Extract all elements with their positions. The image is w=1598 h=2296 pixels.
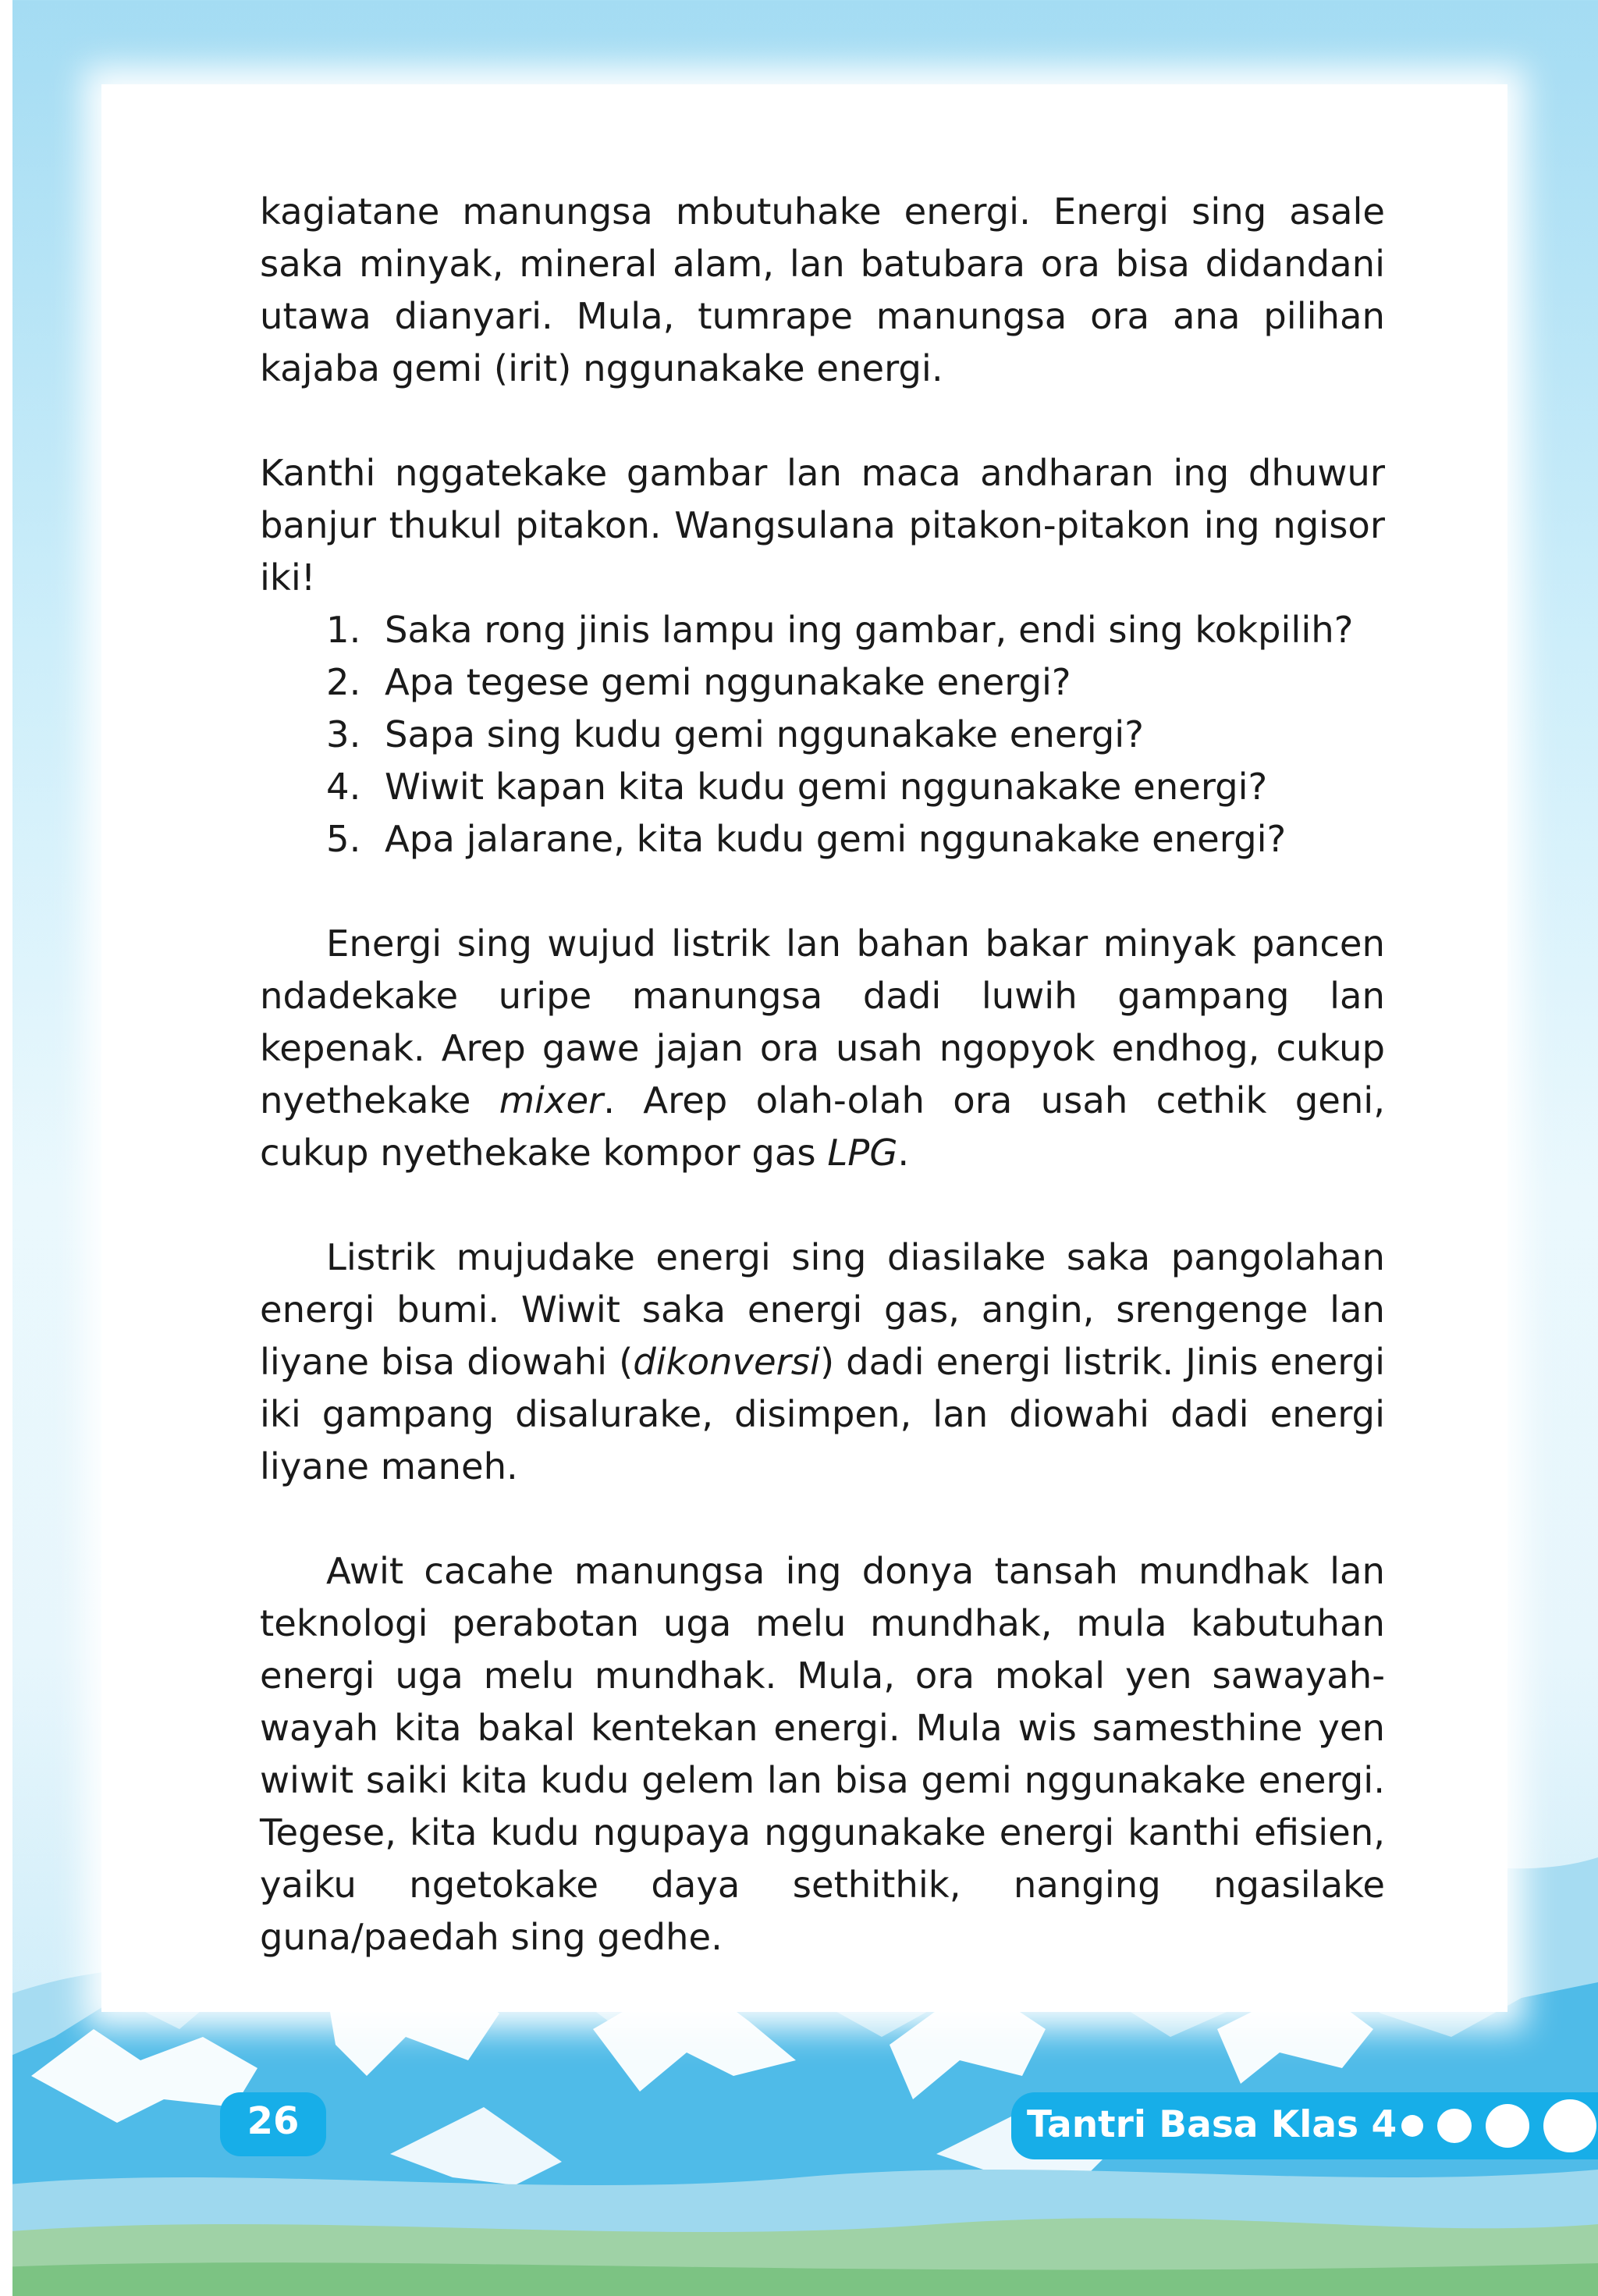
text-column — [260, 186, 1385, 1964]
question-number: 5. — [326, 818, 361, 860]
question-list — [260, 604, 1385, 865]
paragraph-1: kagiatane manungsa mbutuhake energi. Energi sing asale saka minyak, mineral alam, lan batubara ora bisa didandani utawa dianyari. Mula, tumrape manungsa ora ana pilihan kajaba gemi (irit) nggunakake energi. — [260, 190, 1385, 389]
paragraph-2: Kanthi nggatekake gambar lan maca andharan ing dhuwur banjur thukul pitakon. Wangsulana pitakon-pitakon ing ngisor iki! — [260, 452, 1385, 599]
paragraph-3 — [260, 918, 1385, 1179]
decorative-dot-icon — [1437, 2109, 1472, 2143]
question-number: 1. — [326, 609, 361, 651]
paragraph-4-text-a: Listrik mujudake energi sing diasilake saka pangolahan energi bumi. Wiwit saka energi gas, angin, srengenge lan liyane bisa diowahi ( — [260, 1236, 1385, 1383]
question-text: Apa tegese gemi nggunakake energi? — [385, 661, 1071, 703]
paragraph-4-text-b: ) dadi energi listrik. Jinis energi iki gampang disalurake, disimpen, lan diowahi dadi energi liyane maneh. — [260, 1341, 1386, 1487]
paragraph-3-text-b: . Arep olah-olah ora usah cethik geni, cukup nyethekake kompor gas — [260, 1079, 1385, 1174]
term-lpg: LPG — [827, 1132, 898, 1174]
left-page-edge — [0, 0, 12, 2296]
list-item — [260, 709, 1385, 761]
question-text: Apa jalarane, kita kudu gemi nggunakake energi? — [385, 818, 1287, 860]
question-text: Wiwit kapan kita kudu gemi nggunakake energi? — [385, 766, 1268, 808]
decorative-dot-icon — [1486, 2104, 1529, 2148]
question-number: 2. — [326, 661, 361, 703]
question-text: Sapa sing kudu gemi nggunakake energi? — [385, 713, 1144, 755]
question-text: Saka rong jinis lampu ing gambar, endi sing kokpilih? — [385, 609, 1354, 651]
question-number: 4. — [326, 766, 361, 808]
list-item — [260, 604, 1385, 656]
term-dikonversi: dikonversi — [633, 1341, 820, 1383]
book-title: Tantri Basa Klas 4 — [1027, 2103, 1397, 2146]
paragraph-3-text-c: . — [897, 1132, 910, 1174]
decorative-dot-icon — [1543, 2099, 1596, 2152]
list-item — [260, 761, 1385, 813]
paragraph-4 — [260, 1232, 1385, 1493]
list-item — [260, 813, 1385, 865]
paragraph-5: Awit cacahe manungsa ing donya tansah mundhak lan teknologi perabotan uga melu mundhak, mula kabutuhan energi uga melu mundhak. Mula, ora mokal yen sawayah-wayah kita bakal kentekan energi. Mula wis samesthine yen wiwit saiki kita kudu gelem lan bisa gemi nggunakake energi. Tegese, kita kudu ngupaya nggunakake energi kanthi efisien, yaiku ngetokake daya sethithik, nanging ngasilake guna/paedah sing gedhe. — [260, 1550, 1385, 1958]
decorative-dot-icon — [1401, 2115, 1423, 2137]
list-item — [260, 656, 1385, 709]
page-number: 26 — [220, 2092, 326, 2156]
question-number: 3. — [326, 713, 361, 755]
term-mixer: mixer — [499, 1079, 604, 1121]
paragraph-3-text-a: Energi sing wujud listrik lan bahan bakar minyak pancen ndadekake uripe manungsa dadi luwih gampang lan kepenak. Arep gawe jajan ora usah ngopyok endhog, cukup nyethekake — [260, 922, 1385, 1121]
